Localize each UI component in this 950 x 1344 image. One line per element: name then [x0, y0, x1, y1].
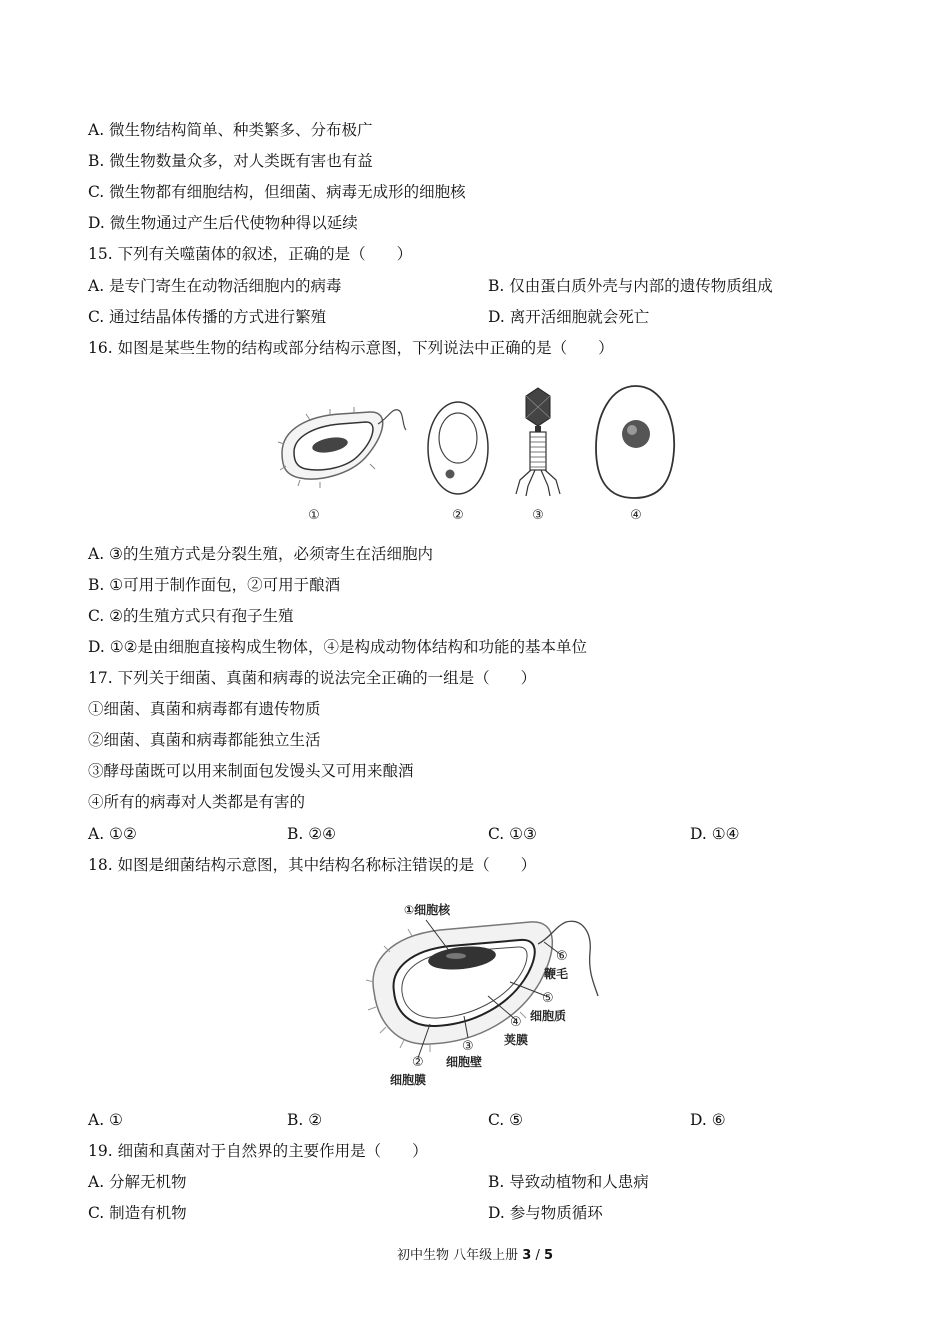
q16-figure: [270, 378, 690, 528]
q16-option-d: D. ①②是由细胞直接构成生物体，④是构成动物体结构和功能的基本单位: [88, 638, 588, 656]
q14-option-b: B. 微生物数量众多，对人类既有害也有益: [88, 152, 373, 170]
q18-option-c: C. ⑤: [488, 1111, 524, 1129]
label-3-number: ③: [462, 1039, 474, 1054]
q18-option-d: D. ⑥: [690, 1111, 726, 1129]
label-2-number: ②: [412, 1055, 424, 1070]
q14-option-a: A. 微生物结构简单、种类繁多、分布极广: [88, 121, 373, 139]
q18-stem: 18. 如图是细菌结构示意图，其中结构名称标注错误的是（ ）: [88, 856, 537, 874]
q16-option-a: A. ③的生殖方式是分裂生殖，必须寄生在活细胞内: [88, 545, 433, 563]
page-footer: [0, 1244, 950, 1263]
q18-option-b: B. ②: [287, 1111, 323, 1129]
figure-label-3: ③: [532, 508, 544, 523]
q19-option-b: B. 导致动植物和人患病: [488, 1173, 649, 1191]
q17-option-a: A. ①②: [88, 825, 137, 843]
q15-option-d: D. 离开活细胞就会死亡: [488, 308, 650, 326]
q17-item-3: ③酵母菌既可以用来制面包发馒头又可用来酿酒: [88, 762, 414, 780]
label-flagellum: 鞭毛: [544, 967, 569, 981]
footer-separator: /: [535, 1248, 540, 1263]
q15-option-a: A. 是专门寄生在动物活细胞内的病毒: [88, 277, 342, 295]
label-6-number: ⑥: [556, 949, 568, 964]
yeast-illustration: [428, 402, 488, 494]
q15-option-c: C. 通过结晶体传播的方式进行繁殖: [88, 308, 327, 326]
footer-title: 初中生物 八年级上册: [396, 1248, 519, 1263]
q19-option-a: A. 分解无机物: [88, 1173, 187, 1191]
q17-item-1: ①细菌、真菌和病毒都有遗传物质: [88, 700, 321, 718]
q17-option-b: B. ②④: [287, 825, 337, 843]
q18-option-a: A. ①: [88, 1111, 123, 1129]
footer-page-total: 5: [543, 1248, 554, 1263]
q17-item-2: ②细菌、真菌和病毒都能独立生活: [88, 731, 321, 749]
label-cell-membrane: 细胞膜: [390, 1073, 427, 1087]
q15-stem: 15. 下列有关噬菌体的叙述，正确的是（ ）: [88, 245, 413, 263]
q17-option-d: D. ①④: [690, 825, 740, 843]
figure-label-4: ④: [630, 508, 642, 523]
q17-option-c: C. ①③: [488, 825, 537, 843]
q14-option-c: C. 微生物都有细胞结构，但细菌、病毒无成形的细胞核: [88, 183, 466, 201]
figure-label-1: ①: [308, 508, 320, 523]
q15-option-b: B. 仅由蛋白质外壳与内部的遗传物质组成: [488, 277, 773, 295]
label-5-number: ⑤: [542, 991, 554, 1006]
q14-option-d: D. 微生物通过产生后代使物种得以延续: [88, 214, 358, 232]
q17-item-4: ④所有的病毒对人类都是有害的: [88, 793, 306, 811]
label-4-number: ④: [510, 1015, 522, 1030]
q19-stem: 19. 细菌和真菌对于自然界的主要作用是（ ）: [88, 1142, 428, 1160]
animal-cell-illustration: [596, 386, 674, 498]
q16-stem: 16. 如图是某些生物的结构或部分结构示意图，下列说法中正确的是（ ）: [88, 339, 614, 357]
bacteriophage-illustration: [516, 388, 560, 496]
q19-option-d: D. 参与物质循环: [488, 1204, 603, 1222]
label-cell-wall: 细胞壁: [446, 1055, 483, 1069]
figure-label-2: ②: [452, 508, 464, 523]
q16-option-c: C. ②的生殖方式只有孢子生殖: [88, 607, 294, 625]
q19-option-c: C. 制造有机物: [88, 1204, 187, 1222]
q17-stem: 17. 下列关于细菌、真菌和病毒的说法完全正确的一组是（ ）: [88, 669, 537, 687]
label-nucleus: ①细胞核: [404, 903, 451, 917]
q18-bacterium-figure: [360, 892, 620, 1092]
label-capsule: 荚膜: [504, 1033, 529, 1047]
footer-page-number: 3: [522, 1248, 532, 1263]
label-cytoplasm: 细胞质: [530, 1009, 567, 1023]
bacterium-illustration: [278, 407, 406, 488]
q16-option-b: B. ①可用于制作面包，②可用于酿酒: [88, 576, 341, 594]
